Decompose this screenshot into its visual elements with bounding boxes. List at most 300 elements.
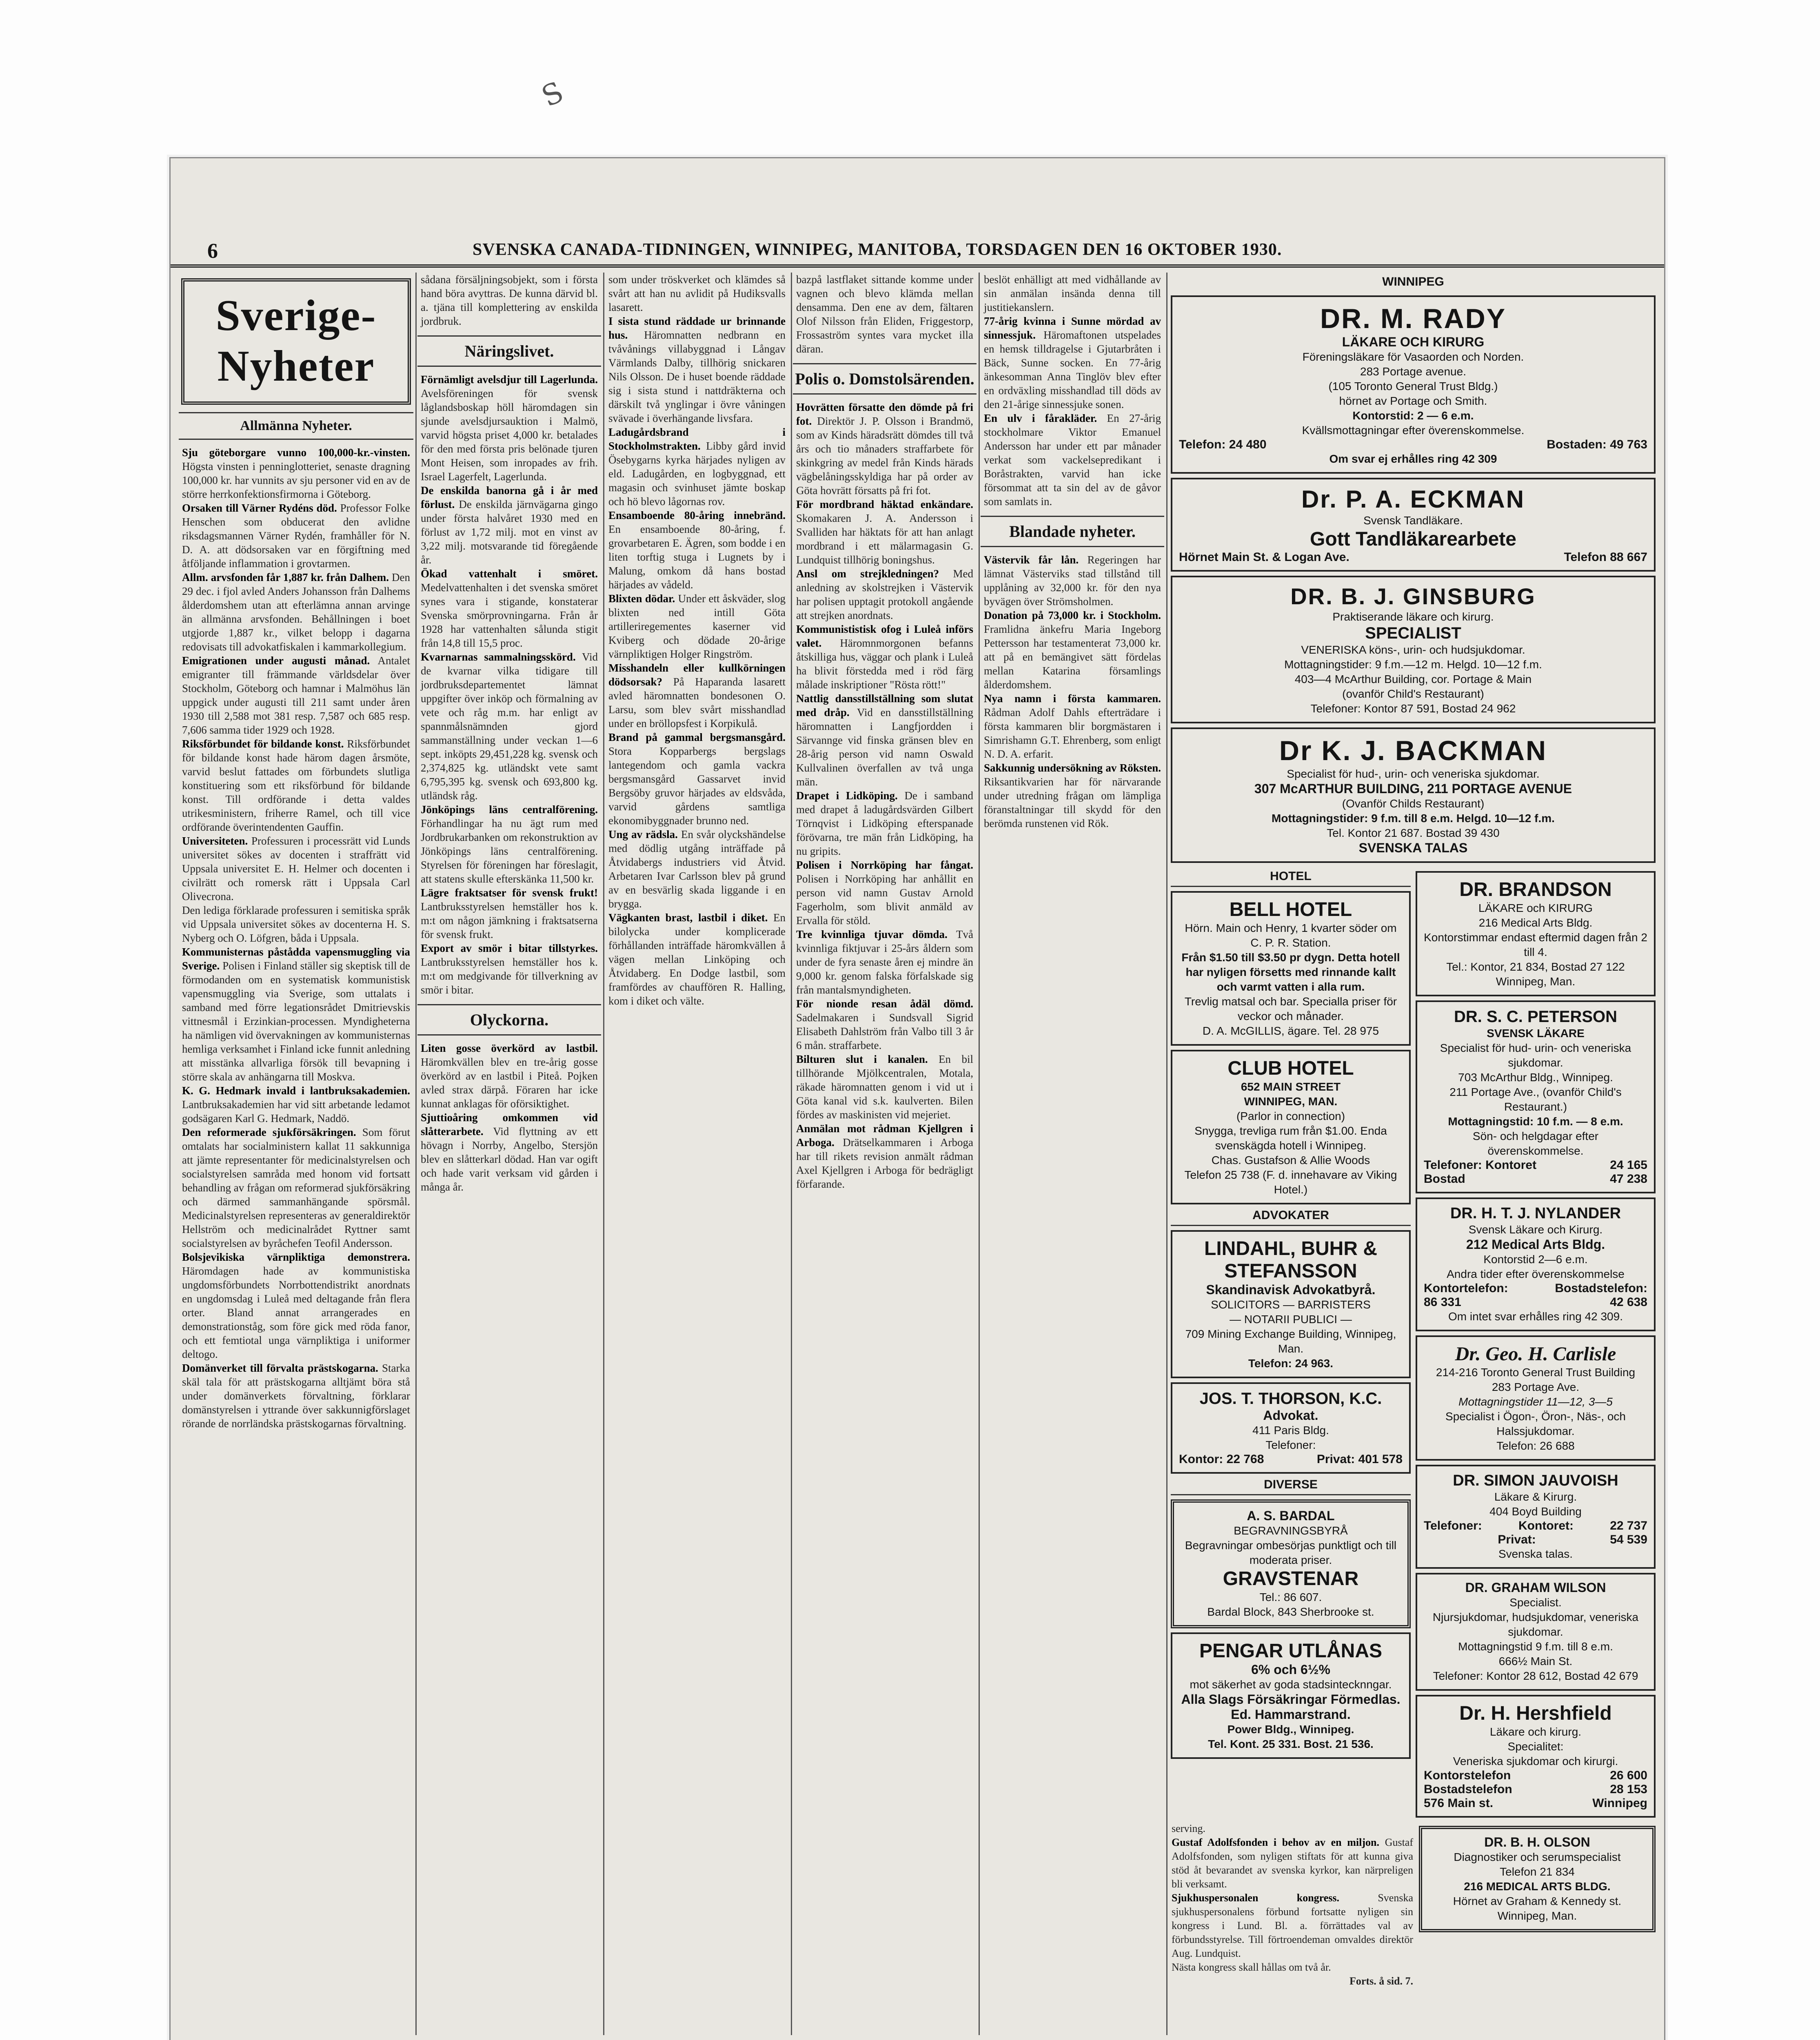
ad-line: 42 638 — [1610, 1295, 1647, 1309]
ad-phone-row — [1424, 1519, 1647, 1533]
ad-line: 26 600 — [1610, 1769, 1647, 1782]
ad-line: Specialist. — [1509, 1596, 1562, 1609]
article — [796, 1052, 973, 1122]
article-heading: Universiteten. — [182, 835, 248, 847]
article-body: Häromaftonen utspelades en hemsk tilldragelse i Gjutarbråten i Bäck, Sunne socken. En 77-årig änkesomman Anna Tinglöv blev efter en ordväxling misshandlad till döds av den 21-årige sinnessjuke sonen. — [984, 329, 1161, 410]
ad-name: DR. SIMON JAUVOISH — [1453, 1472, 1618, 1489]
article-body: Riksantikvarien har för närvarande under utredning frågan om lämpliga föranstaltningar till skydd för den berömda runstenen vid Rök. — [984, 776, 1161, 829]
ad-line: Privat: — [1498, 1533, 1536, 1546]
ad-name: DR. S. C. PETERSON — [1454, 1008, 1618, 1026]
article — [608, 425, 786, 508]
ad-line: Läkare och kirurg. — [1489, 1725, 1582, 1738]
article-body: De i samband med drapet å ladugårdsvärden Gilbert Törnqvist i Lidköping efterspanade förövarna, tre män från Lidköping, ha nu gripits. — [796, 789, 973, 857]
article-heading: Anmälan mot rådman Kjellgren i Arboga. — [796, 1122, 973, 1149]
ad-phone-row — [1179, 438, 1647, 452]
article-heading: De enskilda banorna gå i år med förlust. — [421, 484, 598, 510]
article-body: Gustaf Adolfsfonden, som nyligen stiftats för att kunna giva stöd åt bevarandet av svenska kyrkor, kan närpreligen bli verksamt. — [1172, 1836, 1414, 1890]
ad-rady — [1171, 295, 1656, 474]
ad-line: Begravningar ombesörjas punktligt och till moderata priser. — [1185, 1539, 1397, 1566]
ad-phone-row — [1424, 1769, 1647, 1783]
article-body: som under tröskverket och klämdes så svårt att han nu avlidit på Hudiksvalls lasarett. — [608, 273, 786, 313]
ad-line: Veneriska sjukdomar och kirurgi. — [1453, 1755, 1618, 1767]
article-heading: Jönköpings läns centralförening. — [421, 803, 598, 816]
article-body: En bil tillhörande Mjölkcentralen, Motala, räkade häromnatten genom i vid ut i Göta kanal vid s.k. kaulverten. Bilen fördes av maskinisten vid mejeriet. — [796, 1053, 973, 1121]
ad-line: Bostadstelefon: — [1555, 1282, 1647, 1295]
section-heading: Näringslivet. — [417, 335, 601, 367]
article — [608, 730, 786, 827]
article-body: Framlidna änkefru Maria Ingeborg Pettersson har testamenterat 73,000 kr. att på en bemängivet sätt fördelas mellan Katarina församlings ålderdomshem. — [984, 623, 1161, 691]
article-body: Medelvattenhalten i det svenska smöret synes vara i stigande, konstaterar Svenska smörprovningarna. Från år 1928 har vattenhalten sålunda stigit från 14,8 till 15,5 proc. — [421, 581, 598, 649]
column-2 — [417, 273, 601, 2035]
article-body: En svår olyckshändelse med dödlig utgång inträffade på Åtvidabergs industriers vid Åtvid. Arbetaren Ivar Carlsson blev på grund av en besvärlig skada liggande i en brygga. — [608, 828, 786, 910]
ad-line: Specialist för hud- urin- och veneriska sjukdomar. — [1440, 1042, 1631, 1069]
article — [182, 654, 410, 737]
ad-line: 214-216 Toronto General Trust Building — [1436, 1366, 1636, 1379]
article-heading: En ulv i fårakläder. — [984, 412, 1097, 424]
ad-line: Snygga, trevliga rum från $1.00. Enda svenskägda hotell i Winnipeg. — [1194, 1124, 1387, 1152]
article — [182, 501, 410, 570]
article-heading: Ökad vattenhalt i smöret. — [421, 568, 598, 580]
ad-line: 411 Paris Bldg. — [1252, 1424, 1329, 1437]
ad-line: 47 238 — [1610, 1172, 1647, 1186]
ad-line: Telefoner: Kontor 87 591, Bostad 24 962 — [1310, 702, 1516, 715]
article-body: Antalet emigranter till främmande världsdelar över Stockholm, Göteborg och hamnar i Malmöhus län uppgick under augusti till 211 samt under åren 1930 till 2,588 mot 381 resp. 7,587 och 685 resp. 7,606 samma tider 1929 och 1928. — [182, 654, 411, 736]
article-body: En bilolycka under komplicerade förhållanden inträffade häromkvällen å vägen mellan Linköping och Åtvidaberg. En Dodge lastbil, som framfördes av chauffören R. Halling, kom i diket och välte. — [608, 911, 786, 1007]
ad-name: LINDAHL, BUHR & STEFANSSON — [1204, 1238, 1377, 1282]
article — [796, 858, 973, 927]
page-header — [171, 236, 1664, 268]
article-heading: Kvarnarnas sammalningsskörd. — [421, 651, 576, 663]
article-body: Häromkvällen blev en tre-årig gosse överkörd av en lastbil i Piteå. Pojken avled strax därpå. Föraren har icke kunnat anklagas för oförsiktighet. — [421, 1056, 598, 1110]
ad-line: 216 Medical Arts Bldg. — [1478, 916, 1593, 929]
ad-line: Privat: 401 578 — [1316, 1452, 1403, 1466]
article-heading: K. G. Hedmark invald i lantbruksakademien. — [182, 1084, 410, 1097]
article-heading: Ensamboende 80-åring innebränd. — [608, 509, 786, 521]
ad-phone-row — [1424, 1158, 1647, 1172]
ad-line: 709 Mining Exchange Building, Winnipeg, Man. — [1185, 1328, 1396, 1355]
ads-two-column — [1168, 867, 1658, 1822]
article-heading: Polisen i Norrköping har fångat. — [796, 859, 973, 871]
ad-line: Svensk Läkare och Kirurg. — [1468, 1223, 1603, 1236]
article-body: Sadelmakaren i Sundsvall Sigrid Elisabeth Dahlström från Valbo till 3 år 6 mån. straffarbete. — [796, 1011, 973, 1051]
article-body: Drätselkammaren i Arboga har till rikets revision anmält rådman Axel Kjellgren i Arboga för bedrägligt förfarande. — [796, 1136, 973, 1190]
column-rule — [791, 273, 792, 2035]
ads-olson-column — [1416, 1822, 1658, 1988]
article — [421, 941, 598, 997]
ad-name: DR. BRANDSON — [1459, 879, 1612, 900]
ad-line: Sön- och helgdagar efter överenskommelse. — [1472, 1130, 1599, 1157]
continued-article — [1172, 1822, 1413, 1988]
article-body: Svenska sjukhuspersonalens förbund fortsatte nyligen sin kongress i Lund. Bl. a. förrättades val av förbundsstyrelse. Till förtroendeman omvaldes direktör Aug. Lundquist. — [1172, 1892, 1414, 1959]
ad-address-row — [1179, 550, 1647, 564]
ad-carlisle — [1416, 1335, 1656, 1461]
article-heading: Den reformerade sjukförsäkringen. — [182, 1126, 356, 1138]
article — [984, 692, 1161, 761]
ad-line: (Ovanför Childs Restaurant) — [1342, 797, 1485, 810]
ad-line: 652 MAIN STREET — [1241, 1080, 1341, 1093]
ad-line: Om intet svar erhålles ring 42 309. — [1448, 1310, 1623, 1323]
ad-line: Bostaden: 49 763 — [1547, 438, 1647, 451]
article-heading: Domänverket till förvalta prästskogarna. — [182, 1362, 378, 1374]
ad-line: mot säkerhet av goda stadsintecknngar. — [1190, 1678, 1392, 1691]
ads-right-column — [1413, 867, 1658, 1822]
article-body: bazpå lastflaket sittande komme under vagnen och blevo klämda mellan densamma. Den ene av dem, fältaren Olof Nilsson från Eliden, Friggestorp, Frossaström syntes vara mycket illa däran. — [796, 273, 973, 355]
article — [796, 567, 973, 622]
ad-line: Winnipeg — [1592, 1796, 1647, 1810]
ad-line: Ed. Hammarstrand. — [1231, 1707, 1351, 1722]
ad-line: D. A. McGILLIS, ägare. Tel. 28 975 — [1202, 1024, 1379, 1037]
ad-hershfield — [1416, 1695, 1656, 1818]
ad-line: Mottagningstid: 10 f.m. — 8 e.m. — [1448, 1115, 1623, 1128]
ad-thorson — [1171, 1382, 1411, 1474]
article-body: Med anledning av skolstrejken i Västervik har polisen upptagit protokoll angående att strejken anordnats. — [796, 568, 973, 621]
article — [182, 834, 410, 903]
ad-line: Tel.: Kontor, 21 834, Bostad 27 122 — [1446, 960, 1625, 973]
article-heading: Export av smör i bitar tillstyrkes. — [421, 942, 598, 954]
ad-line: Telefon 21 834 — [1500, 1865, 1575, 1878]
ad-line: Kontor: 22 768 — [1179, 1452, 1264, 1466]
article-heading: Förnämligt avelsdjur till Lagerlunda. — [421, 373, 598, 386]
ad-line: BEGRAVNINGSBYRÅ — [1234, 1524, 1348, 1537]
article-heading: För mordbrand häktad enkändare. — [796, 498, 973, 510]
article-body: Vid flyttning av ett hövagn i Norrby, Angelbo, Stersjön blev en slåtterkarl dödad. Han var ogift och hade varit verksam vid gården i många år. — [421, 1125, 598, 1193]
article — [984, 553, 1161, 608]
ad-eckman — [1171, 478, 1656, 572]
article-body: Professuren i processrätt vid Lunds universitet sökes av docenten i straffrätt vid Uppsala universitet E. H. Helmer och docenten i civilrätt och romersk rätt i Uppsala Carl Olivecrona. — [182, 835, 411, 902]
ad-line: 283 Portage avenue. — [1360, 365, 1466, 378]
ad-bell-hotel — [1171, 891, 1411, 1046]
ad-name: JOS. T. THORSON, K.C. — [1199, 1390, 1382, 1408]
article-body: Rådman Adolf Dahls efterträdare i första kammaren blir borgmästaren i Simrishamn G.T. Ehrenberg, som enligt N. D. A. erfarit. — [984, 706, 1161, 760]
ad-line: Trevlig matsal och bar. Specialla priser för veckor och månader. — [1184, 995, 1397, 1022]
ad-line: Advokat. — [1263, 1408, 1318, 1423]
article — [608, 827, 786, 911]
ad-line: Telefoner: — [1424, 1519, 1482, 1532]
article-body: På Haparanda lasarett avled häromnatten bondesonen O. Larsu, som blev svårt misshandlad under en bröllopsfest i Korpikulå. — [608, 676, 786, 730]
ad-line: 86 331 — [1424, 1295, 1461, 1309]
article — [796, 789, 973, 858]
article-body: Vid de kvarnar vilka tidigare till jordbruksdepartementet lämnat uppgifter över inköp och förmalning av vete och råg m.m. har enligt av spannmålsnämnden gjord sammanställning under veckan 1—6 sept. inköpts 29,451,228 kg. svensk och 2,374,825 kg. utländskt vete samt 6,795,395 kg. svensk och 693,800 kg. utländsk råg. — [421, 651, 598, 802]
article-heading: Blixten dödar. — [608, 592, 675, 605]
article-heading: I sista stund räddade ur brinnande hus. — [608, 315, 786, 341]
article-body: Stora Kopparbergs bergslags lantegendom och gamla vackra bergsmansgård Gassarvet invid Bergsöby gruvor härjades av eldsvåda, varvid gårdens samtliga ekonomibyggnader brunno ned. — [608, 745, 786, 827]
ad-line: Alla Slags Försäkringar Förmedlas. — [1181, 1692, 1401, 1707]
article-heading: Allm. arvsfonden får 1,887 kr. från Dalhem. — [182, 571, 389, 583]
article-body: Två kvinnliga fiktjuvar i 25-års åldern som under de fyra senaste åren ej mindre än 9,000 kr. genom falska förfalskade sig från mantalsmyndigheten. — [796, 928, 973, 996]
article — [182, 1125, 410, 1250]
article-heading: Liten gosse överkörd av lastbil. — [421, 1042, 598, 1054]
ad-phone-row — [1424, 1172, 1647, 1186]
ad-line: Specialist i Ögon-, Öron-, Näs-, och Halssjukdomar. — [1445, 1410, 1626, 1437]
article — [182, 737, 410, 834]
ad-line: Telefoner: Kontor 28 612, Bostad 42 679 — [1433, 1670, 1638, 1682]
ad-line: 403—4 McArthur Building, cor. Portage & Main — [1294, 673, 1532, 685]
ad-line: Bardal Block, 843 Sherbrooke st. — [1207, 1605, 1374, 1618]
article-heading: Ladugårdsbrand i Stockholmstrakten. — [608, 426, 786, 452]
ad-phone-row — [1179, 1452, 1403, 1466]
article-heading: Sakkunnig undersökning av Röksten. — [984, 762, 1161, 774]
article-heading: Ansl om strejkledningen? — [796, 568, 939, 580]
ad-line: Bostad — [1424, 1172, 1465, 1186]
article-heading: Sjuttioåring omkommen vid slåtterarbete. — [421, 1111, 598, 1138]
ad-olson — [1419, 1826, 1656, 1932]
ad-line: Kontortelefon: — [1424, 1282, 1508, 1295]
article — [421, 1041, 598, 1111]
ad-bardal — [1171, 1499, 1411, 1628]
column-5 — [981, 273, 1164, 2035]
ad-line: hörnet av Portage och Smith. — [1339, 395, 1487, 407]
ad-line: Kontorstelefon — [1424, 1769, 1511, 1782]
ad-line: Kvällsmottagningar efter överenskommelse. — [1302, 424, 1525, 437]
article-body: sådana försäljningsobjekt, som i första hand böra avyttras. De kunna därvid bl. a. tjäna till komplettering av enskilda jordbruk. — [421, 273, 598, 327]
ad-line: LÄKARE OCH KIRURG — [1342, 335, 1485, 349]
article — [421, 567, 598, 650]
ad-line: (Parlor in connection) — [1236, 1110, 1345, 1122]
article — [796, 927, 973, 997]
article-heading: 77-årig kvinna i Sunne mördad av sinnessjuk. — [984, 315, 1161, 341]
ad-line: 703 McArthur Bldg., Winnipeg. — [1458, 1071, 1613, 1084]
article-body: serving. — [1172, 1823, 1206, 1834]
ad-line: Svensk Tandläkare. — [1363, 514, 1463, 527]
ad-line: 212 Medical Arts Bldg. — [1466, 1237, 1605, 1252]
masthead-line: SVENSKA CANADA-TIDNINGEN, WINNIPEG, MANITOBA, TORSDAGEN DEN 16 OKTOBER 1930. — [473, 240, 1282, 259]
ad-name: Dr. P. A. ECKMAN — [1301, 486, 1525, 513]
ad-line: Bostadstelefon — [1424, 1783, 1512, 1796]
article — [796, 1122, 973, 1191]
ad-line: 6% och 6½% — [1251, 1662, 1330, 1677]
ad-line: Specialist för hud-, urin- och veneriska sjukdomar. — [1287, 767, 1540, 780]
article-body: Som förut omtalats har socialministern kallat 11 sakkunniga att jämte representanter för medicinalstyrelsen och socialstyrelsen samråda med honom vid fortsatt behandling av frågan om reformerad sjukförsäkring och därmed sammanhängande spörsmål. Medicinalstyrelsen representeras av generaldirektör Hellström och medicinalrådet Ryttner samt socialstyrelsen av byråchefen Teofil Andersson. — [182, 1126, 410, 1249]
ad-section-label: HOTEL — [1171, 869, 1411, 887]
ad-pengar — [1171, 1632, 1411, 1759]
article — [796, 997, 973, 1052]
ad-line: 22 737 — [1610, 1519, 1647, 1532]
ad-line: Hörnet Main St. & Logan Ave. — [1179, 550, 1349, 564]
ad-line: Hörnet av Graham & Kennedy st. — [1453, 1895, 1622, 1907]
ad-line: WINNIPEG, MAN. — [1244, 1095, 1338, 1108]
ad-club-hotel — [1171, 1050, 1411, 1204]
article — [984, 411, 1161, 508]
ad-line: Kontoret: — [1518, 1519, 1574, 1532]
continued-note: Forts. å sid. 7. — [1349, 1975, 1413, 1987]
ad-name: Dr K. J. BACKMAN — [1279, 735, 1547, 766]
article-body: De enskilda järnvägarna gingo under första halvåret 1930 med en förlust av 1,72 milj. mot en vinst av 3,22 milj. motsvarande tid föregående år. — [421, 498, 598, 566]
article-body: Starka skäl tala för att prästskogarna alltjämt böra stå under domänverkets förvaltning, förklarar domänstyrelsen i yttrande över sakkunnigförslaget rörande de norrländska prästskogarnas förvaltning. — [182, 1362, 410, 1430]
ad-line: GRAVSTENAR — [1223, 1568, 1359, 1590]
article — [421, 483, 598, 567]
article — [984, 314, 1161, 411]
ad-line: LÄKARE och KIRURG — [1478, 902, 1593, 914]
article-body: Högsta vinsten i penninglotteriet, senaste dragning 100,000 kr. har vunnits av sju personer vid en av de större herrkonfektionsfirmorna i Göteborg. — [182, 460, 410, 500]
article-body: En 27-årig stockholmare Viktor Emanuel Andersson har under ett par månader verkat som vackelsepredikant i Boråstrakten, varvid han icke försommat att ta sin del av de gåvor som samlats in. — [984, 412, 1161, 508]
ad-phone-row — [1424, 1783, 1647, 1796]
ad-line: Kontorstid 2—6 e.m. — [1483, 1253, 1588, 1266]
article — [608, 314, 786, 425]
article — [421, 373, 598, 483]
ad-line: (105 Toronto General Trust Bldg.) — [1328, 380, 1498, 392]
ad-line: Njursjukdomar, hudsjukdomar, veneriska sjukdomar. — [1432, 1611, 1639, 1638]
ad-nylander — [1416, 1197, 1656, 1331]
article-body: Polisen i Finland ställer sig skeptisk till de förmodanden om en systematisk kommunistisk vapensmuggling via Sverige, som uttalats i samband med förre legationsrådet Dmitrievskis vittnesmål i Erzinkian-processen. Myndigheterna ha nämligen vid övervakningen av kommunisternas hemliga verksamhet i Finland icke funnit anledning att misstänka allvarliga försök till bevapning i större skala av anhängarna till Moskva. — [182, 960, 410, 1083]
ad-name: DR. GRAHAM WILSON — [1465, 1580, 1606, 1595]
ad-line: Telefon 88 667 — [1564, 550, 1647, 564]
ad-line: Winnipeg, Man. — [1497, 1909, 1577, 1922]
ad-line: SOLICITORS — BARRISTERS — [1211, 1298, 1371, 1311]
article-heading: Gustaf Adolfsfonden i behov av en miljon. — [1172, 1836, 1379, 1848]
article — [796, 497, 973, 567]
ad-line: Kontorstid: 2 — 6 e.m. — [1352, 409, 1474, 422]
article-body: En ensamboende 80-åring, f. grovarbetaren E. Ägren, som bodde i en liten torftig stuga i Lugnets by i Malung, omkom då hans bostad härjades av vådeld. — [608, 523, 786, 591]
section-title-box: Sverige-Nyheter — [181, 278, 411, 405]
article — [182, 1361, 410, 1430]
column-4 — [793, 273, 977, 2035]
ad-line: Telefon: 24 480 — [1179, 438, 1267, 451]
article-body: Lantbruksstyrelsen hemställer hos k. m:t om någon jämkning i fraktsatserna för svensk frukt. — [421, 900, 598, 940]
article — [182, 1250, 410, 1361]
article — [182, 1084, 410, 1125]
article-heading: Misshandeln eller kullkörningen dödsorsak? — [608, 662, 786, 688]
column-rule — [979, 273, 980, 2035]
ad-line: Mottagningstid 9 f.m. till 8 e.m. — [1458, 1640, 1613, 1653]
ad-line: Andra tider efter överenskommelse — [1447, 1268, 1625, 1280]
article — [421, 886, 598, 941]
ad-line: Hörn. Main och Henry, 1 kvarter söder om C. P. R. Station. — [1185, 922, 1397, 949]
ad-peterson — [1416, 1000, 1656, 1193]
article-body: Lantbruksstyrelsen hemställer hos k. m:t om medgivande för tillverkning av smör i bitar. — [421, 956, 598, 996]
ad-line: 24 165 — [1610, 1158, 1647, 1172]
ad-line: 404 Boyd Building — [1489, 1505, 1582, 1518]
ad-name: DR. M. RADY — [1320, 303, 1507, 334]
ad-jauvoish — [1416, 1465, 1656, 1569]
ad-brandson — [1416, 871, 1656, 996]
article — [608, 911, 786, 1008]
article-heading: Hovrätten försatte den dömde på fri fot. — [796, 401, 973, 427]
ad-name: DR. B. H. OLSON — [1484, 1835, 1590, 1849]
ad-wilson — [1416, 1573, 1656, 1691]
article — [1172, 1891, 1413, 1960]
ad-line: Svenska talas. — [1498, 1548, 1573, 1560]
ad-line: Mottagningstider: 9 f.m.—12 m. Helgd. 10—12 f.m. — [1284, 658, 1542, 671]
article-body: Regeringen har lämnat Västerviks stad tillstånd till upplåning av 32,000 kr. för den nya byvägen över Strömsholmen. — [984, 554, 1161, 608]
ad-section-label: ADVOKATER — [1171, 1208, 1411, 1226]
article — [796, 692, 973, 789]
article-heading: Sjukhuspersonalen kongress. — [1172, 1892, 1340, 1904]
section-heading: Blandade nyheter. — [981, 516, 1164, 547]
ad-line: — NOTARII PUBLICI — — [1230, 1313, 1352, 1326]
ad-phone-row — [1424, 1282, 1647, 1295]
article-heading: Drapet i Lidköping. — [796, 789, 898, 802]
article-body: Häromnmorgonen befanns åtskilliga hus, väggar och plank i Luleå ha blivit förstedda med i röd färg målade inskriptioner "Rösta rött!" — [796, 637, 974, 691]
article-body: Professor Folke Henschen som obducerat den avlidne riksdagsmannen Värner Rydén, framhåller för N. D. A. att dödsorsaken var en förgiftning med åtföljande inflammation i grovtarmen. — [182, 502, 410, 570]
ad-lindahl — [1171, 1230, 1411, 1378]
ad-line: 576 Main st. — [1424, 1796, 1494, 1810]
article-heading: Bilturen slut i kanalen. — [796, 1053, 928, 1065]
article-heading: För nionde resan ådäl dömd. — [796, 998, 973, 1010]
section-heading: Allmänna Nyheter. — [179, 412, 413, 440]
ad-line: Mottagningstider 11—12, 3—5 — [1458, 1395, 1613, 1408]
ad-line: (ovanför Child's Restaurant) — [1342, 687, 1484, 700]
article-heading: Västervik får lån. — [984, 554, 1079, 566]
ad-phone-row — [1424, 1533, 1647, 1547]
article — [796, 622, 973, 692]
column-3 — [605, 273, 789, 2035]
article-heading: Kommunisternas påstådda vapensmuggling via Sverige. — [182, 946, 410, 972]
article — [608, 661, 786, 730]
article-heading: Emigrationen under augusti månad. — [182, 654, 370, 667]
article-heading: Brand på gammal bergsmansgård. — [608, 731, 786, 743]
article — [984, 608, 1161, 692]
column-rule — [1166, 273, 1167, 2035]
ad-line: Föreningsläkare för Vasaorden och Norden. — [1302, 350, 1524, 363]
article-body: Häromdagen hade av kommunistiska ungdomsförbundets Norrbottendistrikt anordnats en ungdomsdag i Luleå med deltagande från flera orter. Bland annat arrangerades en demonstrationståg, som före gick med röda fanor, och ett femtiotal unga värnpliktiga i uniformer deltogo. — [182, 1265, 410, 1360]
article-body: beslöt enhälligt att med vidhållande av sin anmälan insända denna till justitiekanslern. — [984, 273, 1161, 313]
ad-line: Winnipeg, Man. — [1496, 975, 1576, 988]
ad-line: Telefoner: Kontoret — [1424, 1158, 1537, 1172]
ad-line: Skandinavisk Advokatbyrå. — [1206, 1282, 1376, 1297]
ad-line: 54 539 — [1610, 1533, 1647, 1546]
article-body: Under ett åskväder, slog blixten ned intill Göta artilleriregementes kaserner vid Kviberg och dödade 20-årige värnpliktigen Holger Ringström. — [608, 592, 786, 660]
article — [984, 761, 1161, 830]
ad-line: VENERISKA köns-, urin- och hudsjukdomar. — [1301, 643, 1525, 656]
ad-line: 283 Portage Ave. — [1492, 1381, 1580, 1393]
article-heading: Vägkanten brast, lastbil i diket. — [608, 911, 768, 924]
ad-line: Power Bldg., Winnipeg. — [1227, 1723, 1354, 1736]
ad-line: SPECIALIST — [1365, 624, 1461, 642]
ad-line: Telefon: 24 963. — [1248, 1357, 1333, 1370]
newspaper-page — [169, 157, 1665, 2040]
ad-line: 666½ Main St. — [1498, 1655, 1573, 1667]
ads-bottom-row — [1168, 1822, 1658, 1988]
article-heading: Lägre fraktsatser för svensk frukt! — [421, 887, 598, 899]
article-body: Lantbruksakademien har vid sitt arbetande ledamot godsägaren Karl G. Hedmark, Naddö. — [182, 1098, 410, 1124]
article — [421, 803, 598, 886]
article — [182, 945, 410, 1084]
article-body: Polisen i Norrköping har anhållit en person vid namn Gustav Arnold Fagerholm, som blivit anmäld av Ervalla för stöld. — [796, 873, 973, 927]
article — [182, 570, 410, 654]
ad-backman — [1171, 727, 1656, 863]
article-heading: Ung av rädsla. — [608, 828, 678, 840]
article-heading: Orsaken till Värner Rydéns död. — [182, 502, 337, 514]
article — [182, 446, 410, 501]
ad-line: 216 MEDICAL ARTS BLDG. — [1464, 1880, 1611, 1893]
article-body: Direktör J. P. Olsson i Brandmö, som av Kinds häradsrätt dömdes till två års och tio månaders straffarbete för skinkgring av medel från Kinds härads vägbelåningsskyldiga har på order av Göta hovrätt försatts på fri fot. — [796, 415, 974, 497]
ad-line: SVENSK LÄKARE — [1487, 1027, 1585, 1040]
ad-phone-row — [1424, 1295, 1647, 1309]
ad-line: 307 McARTHUR BUILDING, 211 PORTAGE AVENUE — [1254, 781, 1572, 796]
article-heading: Kommunististisk ofog i Luleå införs valet. — [796, 623, 973, 649]
ad-line: Om svar ej erhålles ring 42 309 — [1329, 452, 1497, 465]
article-body: Den lediga förklarade professuren i semitiska språk vid Uppsala universitet sökes av docenterna H. S. Nyberg och O. Löfgren, båda i Uppsala. — [182, 904, 410, 944]
article-heading: Bolsjevikiska värnpliktiga demonstrera. — [182, 1251, 410, 1263]
article — [1172, 1836, 1413, 1891]
ad-name: PENGAR UTLÅNAS — [1199, 1640, 1382, 1662]
ad-line: 211 Portage Ave., (ovanför Child's Restaurant.) — [1449, 1086, 1622, 1113]
page-number: 6 — [207, 239, 218, 263]
ad-name: BELL HOTEL — [1229, 899, 1352, 920]
ad-line: Tel. Kont. 25 331. Bost. 21 536. — [1208, 1738, 1374, 1750]
ad-line: Gott Tandläkarearbete — [1310, 528, 1516, 550]
ad-line: Läkare & Kirurg. — [1494, 1490, 1577, 1503]
article-body: Den 29 dec. i fjol avled Anders Johansson från Dalhems ålderdomshem utan att efterlämna annan arvinge än allmänna arvsfonden. Behållningen i boet utgjorde 1,887 kr., vilket belopp i dagarna redovisats till advokatfiskalen i kammarkollegium. — [182, 571, 411, 653]
ad-line: Mottagningstider: 9 f.m. till 8 e.m. Helgd. 10—12 f.m. — [1272, 812, 1555, 825]
article-body: Häromnatten nedbrann en tvåvånings villabyggnad i Långav Värmlands Dalby, tillhörig snickaren Nils Olsson. De i huset boende räddade sig i sista stund i nattdräkterna och därskilt två ynglingar i övre våningen svävade i överhängande livsfara. — [608, 329, 786, 424]
ad-line: Telefoner: — [1265, 1439, 1316, 1451]
column-rule — [603, 273, 604, 2035]
section-heading: Polis o. Domstolsärenden. — [793, 363, 977, 395]
ad-line: Telefon: 26 688 — [1496, 1439, 1575, 1452]
article-body: Nästa kongress skall hållas om två år. — [1172, 1961, 1331, 1973]
ads-left-column — [1168, 867, 1413, 1822]
